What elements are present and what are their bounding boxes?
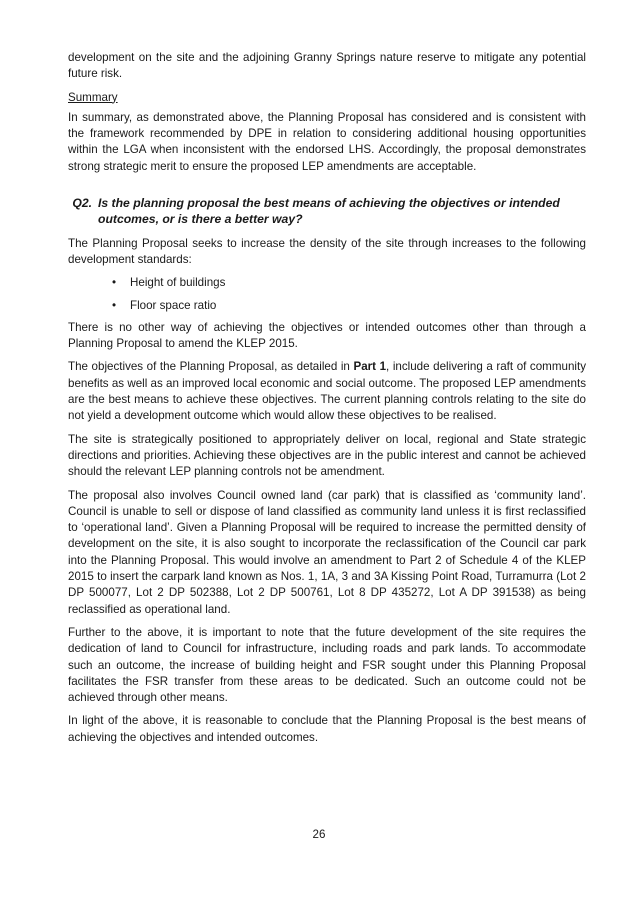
question-heading	[68, 195, 586, 228]
list-item	[68, 298, 586, 314]
part-1-reference: Part 1	[353, 360, 387, 374]
council-land-paragraph: The proposal also involves Council owned land (car park) that is classified as ‘community land’. Council is unable to sell or dispose of land classified as community land unless it is first reclassified to ‘operational land’. Given a Planning Proposal will be required to increase the permitted density of development on the site, it is also sought to incorporate the reclassification of the Council car park into the Planning Proposal. This would involve an amendment to Part 2 of Schedule 4 of the KLEP 2015 to insert the carpark land known as Nos. 1, 1A, 3 and 3A Kissing Point Road, Turramurra (Lot 2 DP 500077, Lot 2 DP 502388, Lot 2 DP 500761, Lot 8 DP 435272, Lot A DP 391538) as being reclassified as operational land.	[68, 488, 586, 616]
summary-paragraph: In summary, as demonstrated above, the Planning Proposal has considered and is consistent with the framework recommended by DPE in relation to considering additional housing opportunities within the LGA when inconsistent with the endorsed LHS. Accordingly, the proposal demonstrates strong strategic merit to ensure the proposed LEP amendments are acceptable.	[68, 110, 586, 173]
objectives-text-before: The objectives of the Planning Proposal, as detailed in	[68, 360, 354, 374]
objectives-text-after: , include delivering a raft of community benefits as well as an improved local economic and social outcome. The proposed LEP amendments are the best means to achieve these objectives. The current planning controls relating to the site do not yield a development outcome which would allow these objectives to be realised.	[68, 360, 586, 423]
bullet-icon: •	[112, 276, 117, 290]
further-paragraph: Further to the above, it is important to note that the future development of the site requires the dedication of land to Council for infrastructure, including roads and park lands. To accommodate such an outcome, the increase of building height and FSR sought under this Planning Proposal facilitates the FSR transfer from these areas to be dedicated. Such an outcome could not be achieved through other means.	[68, 625, 586, 705]
objectives-paragraph	[68, 359, 586, 424]
conclusion-paragraph: In light of the above, it is reasonable to conclude that the Planning Proposal is the best means of achieving the objectives and intended outcomes.	[68, 714, 586, 744]
no-other-way-paragraph: There is no other way of achieving the objectives or intended outcomes other than through a Planning Proposal to amend the KLEP 2015.	[68, 320, 586, 351]
document-page	[68, 50, 586, 753]
development-standards-list	[68, 275, 586, 314]
bullet-icon: •	[112, 298, 117, 312]
list-item-text: Floor space ratio	[130, 298, 217, 312]
strategic-paragraph: The site is strategically positioned to appropriately deliver on local, regional and State strategic directions and priorities. Achieving these objectives are in the public interest and cannot be achieved should the relevant LEP planning controls not be amendment.	[68, 432, 586, 479]
summary-heading: Summary	[68, 90, 118, 104]
list-item	[68, 275, 586, 291]
question-number: Q2.	[72, 196, 92, 211]
seeks-paragraph: The Planning Proposal seeks to increase the density of the site through increases to the following development standards:	[68, 236, 586, 266]
question-text: Is the planning proposal the best means of achieving the objectives or intended outcomes, or is there a better way?	[98, 196, 560, 227]
list-item-text: Height of buildings	[130, 276, 226, 290]
page-number: 26	[312, 828, 326, 841]
intro-paragraph: development on the site and the adjoining Granny Springs nature reserve to mitigate any potential future risk.	[68, 51, 586, 81]
